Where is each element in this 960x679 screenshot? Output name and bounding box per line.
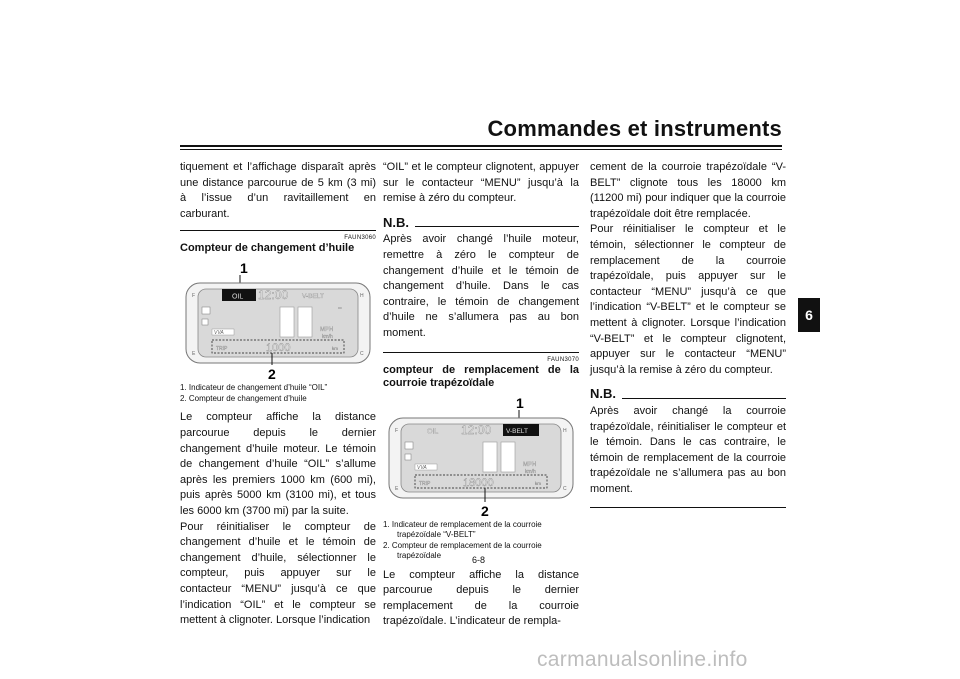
note-text: Après avoir changé l’huile moteur, remettre à zéro le compteur de changement d’huile et le témoin de changement d’huile. Dans le cas contraire, le témoin de changement d’huile ne s’allumera pas au bon moment.	[383, 233, 579, 339]
paragraph: Pour réinitialiser le compteur et le témoin, sélectionner le compteur de remplacement de la courroie trapézoïdale, puis appuyer sur le contacteur “MENU” jusqu’à ce que l’indication “V-BELT” et le compteur se mettent à clignoter. Lorsque l’indication “V-BELT” et le compteur clignotent, appuyer sur le contacteur “MENU” jusqu’à la remise à zéro du compteur.	[590, 223, 786, 376]
section-title: compteur de remplacement de la courroie trapézoïdale	[383, 363, 579, 389]
section-divider	[590, 507, 786, 508]
caption-item-1: 1. Indicateur de changement d’huile “OIL”	[180, 383, 328, 393]
svg-text:E: E	[192, 351, 196, 358]
paragraph: Le compteur affiche la distance parcourue depuis le dernier changement d’huile moteur. Le témoin de changement d’huile “OIL” s’allume après les premiers 1000 km (600 mi), puis après 5000 km (3100 mi), et tous les 6000 km (3700 mi) par la suite.	[180, 411, 376, 517]
caption-item-2: 2. Compteur de remplacement de la courroie trapézoïdale	[383, 540, 542, 561]
callout-1: 1	[516, 394, 524, 411]
trip-label: TRIP	[216, 346, 228, 353]
header-rule-thin	[180, 149, 782, 150]
watermark: carmanualsonline.info	[537, 648, 748, 671]
svg-text:C: C	[563, 485, 567, 492]
mph-unit: MPH	[320, 327, 334, 334]
svg-text:F: F	[192, 293, 196, 300]
note-label: N.B.	[383, 214, 409, 230]
note-heading	[383, 215, 579, 231]
paragraph: Pour réinitialiser le compteur de changement d’huile et le témoin de changement d’huile, sélectionner le compteur, puis appuyer sur le contacteur “MENU” jusqu’à ce que l’indication “OIL” et le compteur se mettent à clignoter. Lorsque l’indication	[180, 520, 376, 627]
page-number: 6-8	[472, 555, 486, 565]
vva-indicator: VVA	[214, 330, 224, 337]
callout-2: 2	[481, 502, 489, 518]
svg-text:F: F	[395, 427, 399, 434]
svg-text:H: H	[563, 427, 567, 434]
paragraph: Le compteur affiche la distance parcourue depuis le dernier remplacement de la courroie trapézoïdale. L’indicateur de rempla-	[383, 568, 579, 628]
oil-indicator: OIL	[232, 293, 244, 301]
chapter-tab[interactable]: 6	[798, 298, 820, 332]
clock-readout: 12:00	[461, 422, 492, 437]
kmh-unit: km/h	[322, 334, 333, 341]
paragraph: cement de la courroie trapézoïdale “V-BELT” clignote tous les 18000 km (11200 mi) pour indiquer que la courroie trapézoïdale doit être remplacée.	[590, 161, 786, 220]
oil-change-display-diagram	[180, 259, 376, 381]
caption-item-2: 2. Compteur de changement d’huile	[180, 393, 307, 403]
vbelt-indicator: V-BELT	[302, 293, 324, 301]
page-header-title: Commandes et instruments	[487, 116, 782, 141]
clock-readout: 12:00	[258, 288, 289, 303]
vva-indicator: VVA	[417, 464, 427, 471]
section-title: Compteur de changement d’huile	[180, 242, 355, 255]
mph-unit: MPH	[523, 461, 537, 468]
oil-indicator: OIL	[427, 428, 439, 436]
kmh-unit: km/h	[525, 468, 536, 475]
svg-text:E: E	[395, 485, 399, 492]
note-text: Après avoir changé la courroie trapézoïdale, réinitialiser le compteur et le témoin. Dans le cas contraire, le témoin de remplacement de la courroie trapézoïdale ne s’allumera pas au bon moment.	[590, 404, 786, 495]
svg-text:▭: ▭	[338, 305, 342, 311]
reference-code: FAUN3060	[344, 235, 376, 242]
odometer-readout: 1000	[266, 342, 291, 355]
column-1	[180, 160, 376, 629]
svg-text:km: km	[535, 480, 541, 486]
svg-text:C: C	[360, 351, 364, 358]
paragraph: “OIL” et le compteur clignotent, appuyer sur le contacteur “MENU” jusqu’à la remise à zéro du compteur.	[383, 161, 579, 205]
vbelt-display-diagram	[383, 394, 579, 518]
trip-label: TRIP	[419, 480, 431, 487]
svg-text:H: H	[360, 293, 364, 300]
section-divider	[383, 352, 579, 353]
svg-text:km: km	[332, 346, 338, 352]
note-heading	[590, 386, 786, 402]
odometer-readout: 18000	[463, 476, 494, 489]
caption-item-1: 1. Indicateur de remplacement de la courroie trapézoïdale “V-BELT”	[383, 519, 542, 540]
section-divider	[180, 230, 376, 231]
reference-code: FAUN3070	[547, 356, 579, 363]
figure-caption	[180, 383, 376, 404]
header-rule	[180, 145, 782, 147]
callout-1: 1	[240, 260, 248, 277]
column-3	[590, 160, 786, 508]
note-label: N.B.	[590, 386, 616, 402]
vbelt-indicator: V-BELT	[506, 427, 528, 435]
callout-2: 2	[268, 366, 276, 382]
paragraph: tiquement et l’affichage disparaît après une distance parcourue de 5 km (3 mi) à l’issue d’un ravitaillement en carburant.	[180, 161, 376, 220]
